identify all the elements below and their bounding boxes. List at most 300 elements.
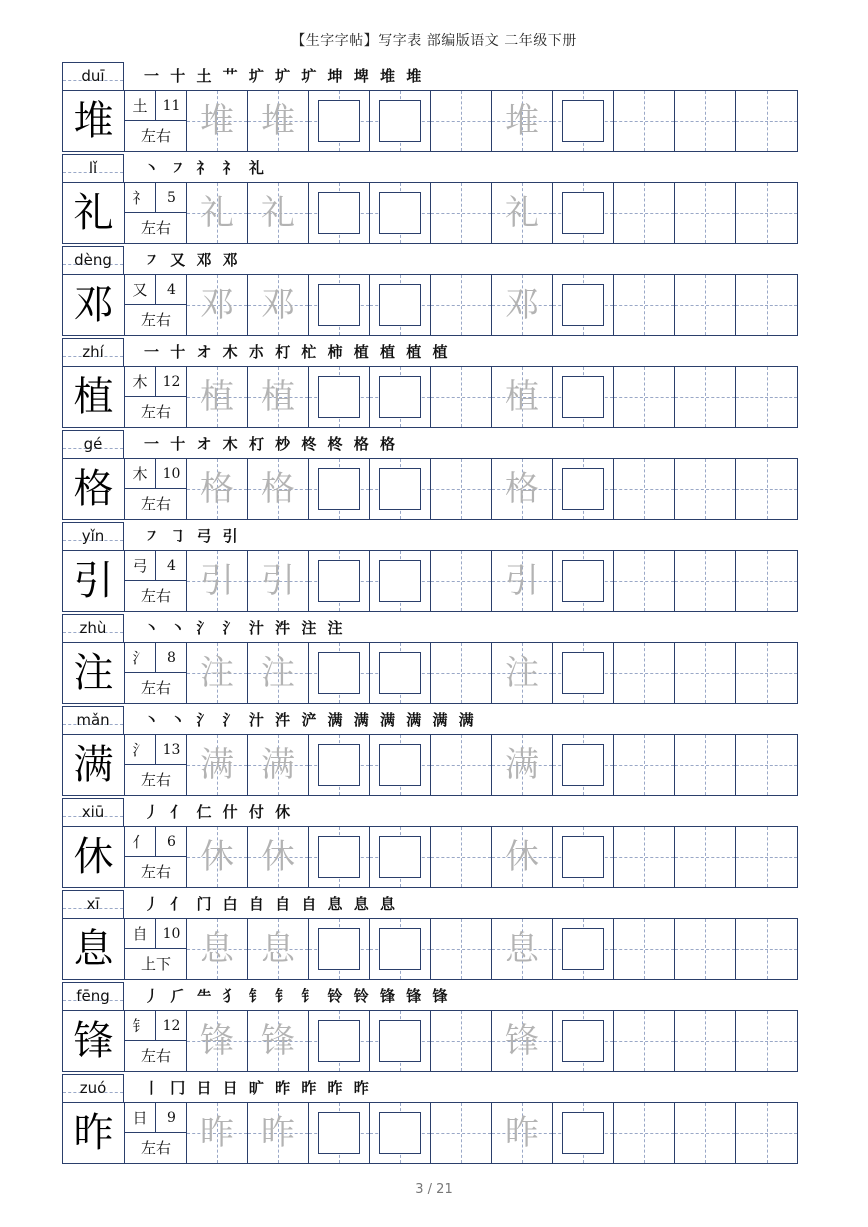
- square-practice-cell: [370, 1011, 431, 1071]
- trace-cell: [248, 91, 309, 151]
- practice-cell: [675, 1103, 736, 1163]
- structure-label: 左右: [140, 1047, 171, 1065]
- practice-cell: [675, 643, 736, 703]
- square-practice-cell: [370, 551, 431, 611]
- guide-line-horizontal: [736, 949, 797, 950]
- inner-square: [562, 1020, 604, 1062]
- pinyin-box: [62, 154, 124, 182]
- trace-character: 格: [200, 469, 234, 509]
- trace-character: 引: [261, 561, 295, 601]
- model-character: 满: [63, 735, 125, 795]
- trace-cell: [492, 275, 553, 335]
- character-info: [125, 643, 187, 703]
- character-info: [125, 275, 187, 335]
- trace-character: 注: [261, 653, 295, 693]
- trace-cell: [492, 367, 553, 427]
- square-practice-cell: [309, 91, 370, 151]
- stroke-count: 12: [156, 1011, 187, 1041]
- inner-square: [379, 284, 421, 326]
- square-practice-cell: [370, 367, 431, 427]
- inner-square: [562, 744, 604, 786]
- stroke-count: 10: [156, 919, 187, 949]
- trace-cell: [187, 367, 248, 427]
- trace-cell: [248, 459, 309, 519]
- practice-cell: [675, 827, 736, 887]
- trace-character: 堆: [261, 101, 295, 141]
- page-title: 【生字字帖】写字表 部编版语文 二年级下册: [291, 33, 577, 49]
- guide-line-horizontal: [675, 489, 735, 490]
- guide-line-horizontal: [675, 1133, 735, 1134]
- trace-character: 锋: [505, 1021, 539, 1061]
- pinyin-box: [62, 522, 124, 550]
- practice-cell: [736, 367, 797, 427]
- guide-line-horizontal: [736, 1041, 797, 1042]
- practice-row: [62, 734, 798, 796]
- guide-line-horizontal: [736, 489, 797, 490]
- inner-square: [379, 744, 421, 786]
- model-character: 息: [63, 919, 125, 979]
- stroke-count: 8: [156, 643, 187, 673]
- stroke-count: 11: [156, 91, 187, 121]
- practice-cell: [431, 183, 492, 243]
- pinyin-text: mǎn: [76, 711, 110, 729]
- trace-character: 堆: [505, 101, 539, 141]
- character-info: [125, 367, 187, 427]
- radical: 日: [125, 1103, 156, 1133]
- inner-square: [562, 652, 604, 694]
- practice-cell: [736, 183, 797, 243]
- practice-cell: [675, 367, 736, 427]
- model-character: 格: [63, 459, 125, 519]
- inner-square: [562, 928, 604, 970]
- practice-row: [62, 182, 798, 244]
- structure-label: 左右: [140, 127, 171, 145]
- practice-cell: [736, 643, 797, 703]
- trace-cell: [187, 183, 248, 243]
- inner-square: [318, 744, 360, 786]
- practice-cell: [431, 643, 492, 703]
- practice-row: [62, 90, 798, 152]
- character-info: [125, 183, 187, 243]
- square-practice-cell: [370, 827, 431, 887]
- char-block: [62, 706, 798, 798]
- practice-cell: [736, 919, 797, 979]
- guide-line-horizontal: [431, 305, 491, 306]
- trace-cell: [492, 551, 553, 611]
- guide-line-horizontal: [675, 857, 735, 858]
- guide-line-horizontal: [675, 213, 735, 214]
- pinyin-box: [62, 246, 124, 274]
- guide-line-horizontal: [736, 213, 797, 214]
- guide-line-horizontal: [614, 673, 674, 674]
- square-practice-cell: [370, 183, 431, 243]
- stroke-order: 丿 亻 仁 什 付 休: [144, 803, 294, 821]
- trace-character: 邓: [261, 285, 295, 325]
- practice-cell: [614, 735, 675, 795]
- square-practice-cell: [553, 183, 614, 243]
- character-info: [125, 1011, 187, 1071]
- square-practice-cell: [553, 643, 614, 703]
- trace-cell: [187, 275, 248, 335]
- trace-cell: [187, 1103, 248, 1163]
- structure-label: 左右: [140, 771, 171, 789]
- trace-cell: [492, 91, 553, 151]
- square-practice-cell: [370, 91, 431, 151]
- char-block: [62, 890, 798, 982]
- guide-line-horizontal: [614, 121, 674, 122]
- practice-cell: [736, 275, 797, 335]
- square-practice-cell: [553, 91, 614, 151]
- trace-character: 礼: [505, 193, 539, 233]
- stroke-order: 丶 ㇇ 礻 礻 礼: [144, 159, 267, 177]
- structure-label: 上下: [140, 955, 171, 973]
- square-practice-cell: [370, 735, 431, 795]
- guide-line-horizontal: [431, 949, 491, 950]
- square-practice-cell: [309, 735, 370, 795]
- stroke-order: 丨 冂 日 日 旷 昨 昨 昨 昨: [144, 1079, 372, 1097]
- stroke-order: 一 十 オ 木 朾 杪 柊 柊 格 格: [144, 435, 399, 453]
- inner-square: [379, 1020, 421, 1062]
- practice-sheet: [62, 62, 798, 1166]
- guide-line-horizontal: [614, 489, 674, 490]
- inner-square: [318, 1020, 360, 1062]
- guide-line-horizontal: [431, 857, 491, 858]
- square-practice-cell: [309, 1103, 370, 1163]
- guide-line-horizontal: [675, 765, 735, 766]
- trace-character: 注: [505, 653, 539, 693]
- char-block: [62, 982, 798, 1074]
- character-info: [125, 735, 187, 795]
- stroke-count: 10: [156, 459, 187, 489]
- character-info: [125, 91, 187, 151]
- practice-row: [62, 826, 798, 888]
- inner-square: [379, 376, 421, 418]
- trace-character: 满: [261, 745, 295, 785]
- trace-cell: [248, 919, 309, 979]
- trace-character: 引: [200, 561, 234, 601]
- inner-square: [562, 192, 604, 234]
- guide-line-horizontal: [736, 581, 797, 582]
- trace-character: 休: [200, 837, 234, 877]
- trace-character: 满: [505, 745, 539, 785]
- stroke-count: 6: [156, 827, 187, 857]
- stroke-count: 12: [156, 367, 187, 397]
- pinyin-box: [62, 62, 124, 90]
- square-practice-cell: [553, 827, 614, 887]
- trace-character: 邓: [200, 285, 234, 325]
- guide-line-horizontal: [431, 121, 491, 122]
- guide-line-horizontal: [431, 397, 491, 398]
- square-practice-cell: [553, 551, 614, 611]
- trace-character: 格: [505, 469, 539, 509]
- practice-row: [62, 642, 798, 704]
- stroke-count: 5: [156, 183, 187, 213]
- char-block: [62, 154, 798, 246]
- radical: 氵: [125, 735, 156, 765]
- practice-cell: [614, 91, 675, 151]
- practice-cell: [431, 1011, 492, 1071]
- guide-line-horizontal: [614, 857, 674, 858]
- inner-square: [318, 1112, 360, 1154]
- trace-cell: [187, 551, 248, 611]
- square-practice-cell: [370, 643, 431, 703]
- guide-line-horizontal: [431, 765, 491, 766]
- guide-line-horizontal: [736, 765, 797, 766]
- trace-character: 格: [261, 469, 295, 509]
- guide-line-horizontal: [431, 581, 491, 582]
- practice-cell: [675, 1011, 736, 1071]
- practice-row: [62, 918, 798, 980]
- practice-cell: [675, 183, 736, 243]
- guide-line-horizontal: [675, 305, 735, 306]
- stroke-order: 丶 丶 氵 氵 汁 汼 浐 满 满 满 满 满 满: [144, 711, 477, 729]
- trace-character: 休: [261, 837, 295, 877]
- inner-square: [379, 1112, 421, 1154]
- model-character: 注: [63, 643, 125, 703]
- inner-square: [562, 836, 604, 878]
- trace-cell: [187, 643, 248, 703]
- guide-line-horizontal: [675, 397, 735, 398]
- pinyin-box: [62, 890, 124, 918]
- guide-line-horizontal: [614, 949, 674, 950]
- model-character: 礼: [63, 183, 125, 243]
- char-block: [62, 614, 798, 706]
- square-practice-cell: [309, 827, 370, 887]
- stroke-order: 丿 亻 门 白 自 自 自 息 息 息: [144, 895, 399, 913]
- pinyin-box: [62, 798, 124, 826]
- trace-cell: [187, 735, 248, 795]
- trace-cell: [492, 827, 553, 887]
- trace-cell: [248, 551, 309, 611]
- practice-cell: [736, 1011, 797, 1071]
- structure-label: 左右: [140, 679, 171, 697]
- guide-line-horizontal: [614, 581, 674, 582]
- inner-square: [318, 100, 360, 142]
- practice-cell: [431, 827, 492, 887]
- model-character: 锋: [63, 1011, 125, 1071]
- radical: 氵: [125, 643, 156, 673]
- character-info: [125, 827, 187, 887]
- practice-cell: [431, 91, 492, 151]
- stroke-count: 13: [156, 735, 187, 765]
- square-practice-cell: [309, 1011, 370, 1071]
- stroke-order: ㇇ 又 邓 邓: [144, 251, 241, 269]
- pinyin-box: [62, 338, 124, 366]
- stroke-count: 9: [156, 1103, 187, 1133]
- practice-cell: [736, 91, 797, 151]
- inner-square: [379, 928, 421, 970]
- trace-character: 植: [505, 377, 539, 417]
- practice-cell: [431, 735, 492, 795]
- guide-line-horizontal: [675, 949, 735, 950]
- square-practice-cell: [370, 1103, 431, 1163]
- practice-cell: [675, 275, 736, 335]
- practice-cell: [431, 459, 492, 519]
- inner-square: [379, 836, 421, 878]
- pinyin-box: [62, 706, 124, 734]
- stroke-order: 丿 ⺁ ⺧ ⺨ 钅 钅 钅 铃 铃 锋 锋 锋: [144, 987, 451, 1005]
- trace-cell: [187, 1011, 248, 1071]
- square-practice-cell: [309, 183, 370, 243]
- char-block: [62, 1074, 798, 1166]
- trace-character: 休: [505, 837, 539, 877]
- pinyin-text: lǐ: [88, 159, 98, 177]
- square-practice-cell: [309, 919, 370, 979]
- square-practice-cell: [553, 1103, 614, 1163]
- structure-label: 左右: [140, 495, 171, 513]
- practice-cell: [736, 735, 797, 795]
- practice-cell: [614, 1011, 675, 1071]
- practice-cell: [614, 367, 675, 427]
- inner-square: [562, 560, 604, 602]
- radical: 钅: [125, 1011, 156, 1041]
- stroke-order: 丶 丶 氵 氵 汁 汼 注 注: [144, 619, 346, 637]
- structure-label: 左右: [140, 587, 171, 605]
- char-block: [62, 246, 798, 338]
- trace-character: 息: [505, 929, 539, 969]
- radical: 土: [125, 91, 156, 121]
- square-practice-cell: [553, 459, 614, 519]
- trace-character: 锋: [200, 1021, 234, 1061]
- inner-square: [379, 192, 421, 234]
- guide-line-horizontal: [675, 581, 735, 582]
- square-practice-cell: [309, 551, 370, 611]
- trace-cell: [248, 827, 309, 887]
- trace-character: 堆: [200, 101, 234, 141]
- square-practice-cell: [553, 919, 614, 979]
- inner-square: [318, 560, 360, 602]
- stroke-count: 4: [156, 551, 187, 581]
- practice-cell: [675, 551, 736, 611]
- guide-line-horizontal: [736, 397, 797, 398]
- trace-cell: [248, 183, 309, 243]
- practice-row: [62, 366, 798, 428]
- pinyin-box: [62, 430, 124, 458]
- trace-cell: [187, 919, 248, 979]
- inner-square: [562, 284, 604, 326]
- character-info: [125, 459, 187, 519]
- practice-cell: [675, 91, 736, 151]
- trace-character: 引: [505, 561, 539, 601]
- char-block: [62, 62, 798, 154]
- practice-row: [62, 550, 798, 612]
- practice-cell: [614, 919, 675, 979]
- trace-cell: [187, 91, 248, 151]
- pinyin-text: xī: [86, 895, 100, 913]
- trace-character: 礼: [200, 193, 234, 233]
- structure-label: 左右: [140, 1139, 171, 1157]
- char-block: [62, 798, 798, 890]
- practice-cell: [736, 1103, 797, 1163]
- inner-square: [318, 652, 360, 694]
- character-info: [125, 551, 187, 611]
- inner-square: [562, 468, 604, 510]
- guide-line-horizontal: [675, 121, 735, 122]
- pinyin-text: yǐn: [81, 527, 105, 545]
- practice-cell: [431, 1103, 492, 1163]
- trace-cell: [187, 827, 248, 887]
- structure-label: 左右: [140, 219, 171, 237]
- char-block: [62, 338, 798, 430]
- square-practice-cell: [553, 367, 614, 427]
- guide-line-horizontal: [675, 1041, 735, 1042]
- trace-cell: [248, 1103, 309, 1163]
- practice-cell: [614, 1103, 675, 1163]
- practice-cell: [736, 827, 797, 887]
- model-character: 堆: [63, 91, 125, 151]
- practice-cell: [614, 643, 675, 703]
- trace-cell: [248, 735, 309, 795]
- trace-character: 植: [200, 377, 234, 417]
- pinyin-text: zhí: [82, 343, 104, 361]
- inner-square: [318, 928, 360, 970]
- radical: 亻: [125, 827, 156, 857]
- pinyin-text: gé: [83, 435, 103, 453]
- radical: 又: [125, 275, 156, 305]
- practice-row: [62, 274, 798, 336]
- guide-line-horizontal: [431, 489, 491, 490]
- square-practice-cell: [553, 735, 614, 795]
- practice-cell: [614, 183, 675, 243]
- trace-character: 昨: [261, 1113, 295, 1153]
- guide-line-horizontal: [614, 1133, 674, 1134]
- structure-label: 左右: [140, 403, 171, 421]
- practice-cell: [736, 551, 797, 611]
- trace-cell: [492, 1011, 553, 1071]
- pinyin-text: zuó: [79, 1079, 107, 1097]
- inner-square: [318, 284, 360, 326]
- square-practice-cell: [309, 459, 370, 519]
- guide-line-horizontal: [614, 397, 674, 398]
- square-practice-cell: [370, 919, 431, 979]
- trace-cell: [492, 459, 553, 519]
- guide-line-horizontal: [736, 121, 797, 122]
- guide-line-horizontal: [736, 857, 797, 858]
- practice-cell: [736, 459, 797, 519]
- char-block: [62, 430, 798, 522]
- practice-cell: [614, 551, 675, 611]
- pinyin-text: duī: [81, 67, 105, 85]
- square-practice-cell: [309, 367, 370, 427]
- model-character: 引: [63, 551, 125, 611]
- inner-square: [562, 376, 604, 418]
- trace-cell: [248, 1011, 309, 1071]
- guide-line-horizontal: [431, 213, 491, 214]
- model-character: 邓: [63, 275, 125, 335]
- structure-label: 左右: [140, 863, 171, 881]
- char-block: [62, 522, 798, 614]
- stroke-count: 4: [156, 275, 187, 305]
- square-practice-cell: [553, 275, 614, 335]
- practice-cell: [431, 275, 492, 335]
- inner-square: [318, 836, 360, 878]
- guide-line-horizontal: [614, 1041, 674, 1042]
- pinyin-box: [62, 982, 124, 1010]
- practice-cell: [431, 367, 492, 427]
- inner-square: [379, 652, 421, 694]
- inner-square: [379, 100, 421, 142]
- guide-line-horizontal: [431, 1041, 491, 1042]
- practice-cell: [614, 827, 675, 887]
- pinyin-text: zhù: [79, 619, 107, 637]
- practice-row: [62, 458, 798, 520]
- guide-line-horizontal: [614, 305, 674, 306]
- inner-square: [562, 100, 604, 142]
- trace-character: 植: [261, 377, 295, 417]
- guide-line-horizontal: [736, 305, 797, 306]
- guide-line-horizontal: [614, 765, 674, 766]
- inner-square: [318, 376, 360, 418]
